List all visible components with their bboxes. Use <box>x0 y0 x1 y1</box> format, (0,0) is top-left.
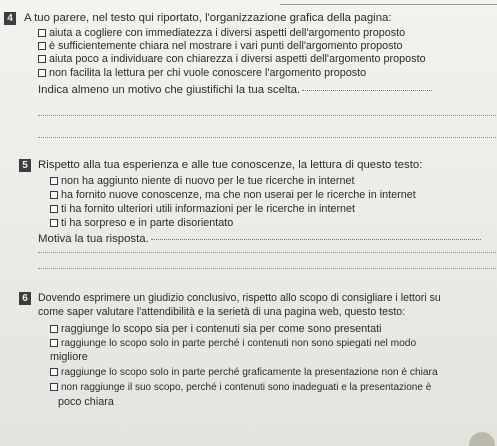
question-4-option-2 <box>38 40 403 53</box>
option-label: non facilita la lettura per chi vuole conoscere l'argomento proposto <box>49 67 367 79</box>
question-4-option-3 <box>38 53 426 66</box>
corner-shadow <box>469 432 495 446</box>
question-5-option-3 <box>50 203 355 216</box>
question-4-option-1 <box>38 27 405 40</box>
option-label: raggiunge lo scopo sia per i contenuti sia per come sono presentati <box>61 323 382 335</box>
top-rule <box>280 4 497 5</box>
option-label: raggiunge lo scopo solo in parte perché graficamente la presentazione non è chiara <box>61 367 438 378</box>
question-4-followup <box>38 84 432 97</box>
answer-line[interactable] <box>38 268 496 269</box>
question-number-5: 5 <box>19 159 31 172</box>
option-label: ti ha fornito ulteriori utili informazioni per le ricerche in internet <box>61 203 356 215</box>
option-label: aiuta a cogliere con immediatezza i diversi aspetti dell'argomento proposto <box>49 27 406 39</box>
question-6-option-1 <box>50 323 382 336</box>
question-6-prompt-line-1: Dovendo esprimere un giudizio conclusivo, rispetto allo scopo di consigliare i lettori su <box>38 292 441 304</box>
checkbox[interactable] <box>38 29 46 37</box>
question-5-followup <box>38 233 481 246</box>
question-6-option-2 <box>50 337 416 350</box>
option-label: ti ha sorpreso e in parte disorientato <box>61 217 234 229</box>
answer-fill-line[interactable] <box>151 238 481 240</box>
question-5-option-2 <box>50 189 416 202</box>
checkbox[interactable] <box>38 69 46 77</box>
checkbox[interactable] <box>50 383 58 391</box>
question-number-4: 4 <box>4 12 16 25</box>
checkbox[interactable] <box>38 42 46 50</box>
answer-line[interactable] <box>38 115 496 116</box>
option-label: è sufficientemente chiara nel mostrare i vari punti dell'argomento proposto <box>49 40 403 52</box>
question-6-option-3 <box>50 366 438 379</box>
option-label: raggiunge lo scopo solo in parte perché i contenuti non sono spiegati nel modo <box>61 338 417 349</box>
question-number-6: 6 <box>19 292 31 305</box>
checkbox[interactable] <box>50 191 58 199</box>
answer-fill-line[interactable] <box>302 89 432 91</box>
question-6-prompt-line-2: come saper valutare l'attendibilità e la serietà di una pagina web, questo testo: <box>38 306 406 318</box>
followup-label: Motiva la tua risposta. <box>38 233 149 245</box>
option-label: ha fornito nuove conoscenze, ma che non userai per le ricerche in internet <box>61 189 416 201</box>
question-6-option-2-continued: migliore <box>50 351 88 363</box>
checkbox[interactable] <box>50 177 58 185</box>
checkbox[interactable] <box>50 325 58 333</box>
option-label: aiuta poco a individuare con chiarezza i diversi aspetti dell'argomento proposto <box>49 53 426 65</box>
question-6-option-4-continued: poco chiara <box>58 396 114 408</box>
checkbox[interactable] <box>50 368 58 376</box>
answer-line[interactable] <box>38 252 496 253</box>
checkbox[interactable] <box>50 205 58 213</box>
option-label: non ha aggiunto niente di nuovo per le tue ricerche in internet <box>61 175 355 187</box>
question-4-option-4 <box>38 67 366 80</box>
checkbox[interactable] <box>38 55 46 63</box>
option-label: non raggiunge il suo scopo, perché i contenuti sono inadeguati e la presentazione è <box>61 382 432 393</box>
question-5-option-1 <box>50 175 355 188</box>
followup-label: Indica almeno un motivo che giustifichi la tua scelta. <box>38 84 301 96</box>
checkbox[interactable] <box>50 339 58 347</box>
question-5-prompt: Rispetto alla tua esperienza e alle tue conoscenze, la lettura di questo testo: <box>38 159 423 171</box>
checkbox[interactable] <box>50 219 58 227</box>
answer-line[interactable] <box>38 137 496 138</box>
question-6-option-4 <box>50 381 431 394</box>
question-5-option-4 <box>50 217 233 230</box>
question-4-prompt: A tuo parere, nel testo qui riportato, l'organizzazione grafica della pagina: <box>24 12 392 24</box>
